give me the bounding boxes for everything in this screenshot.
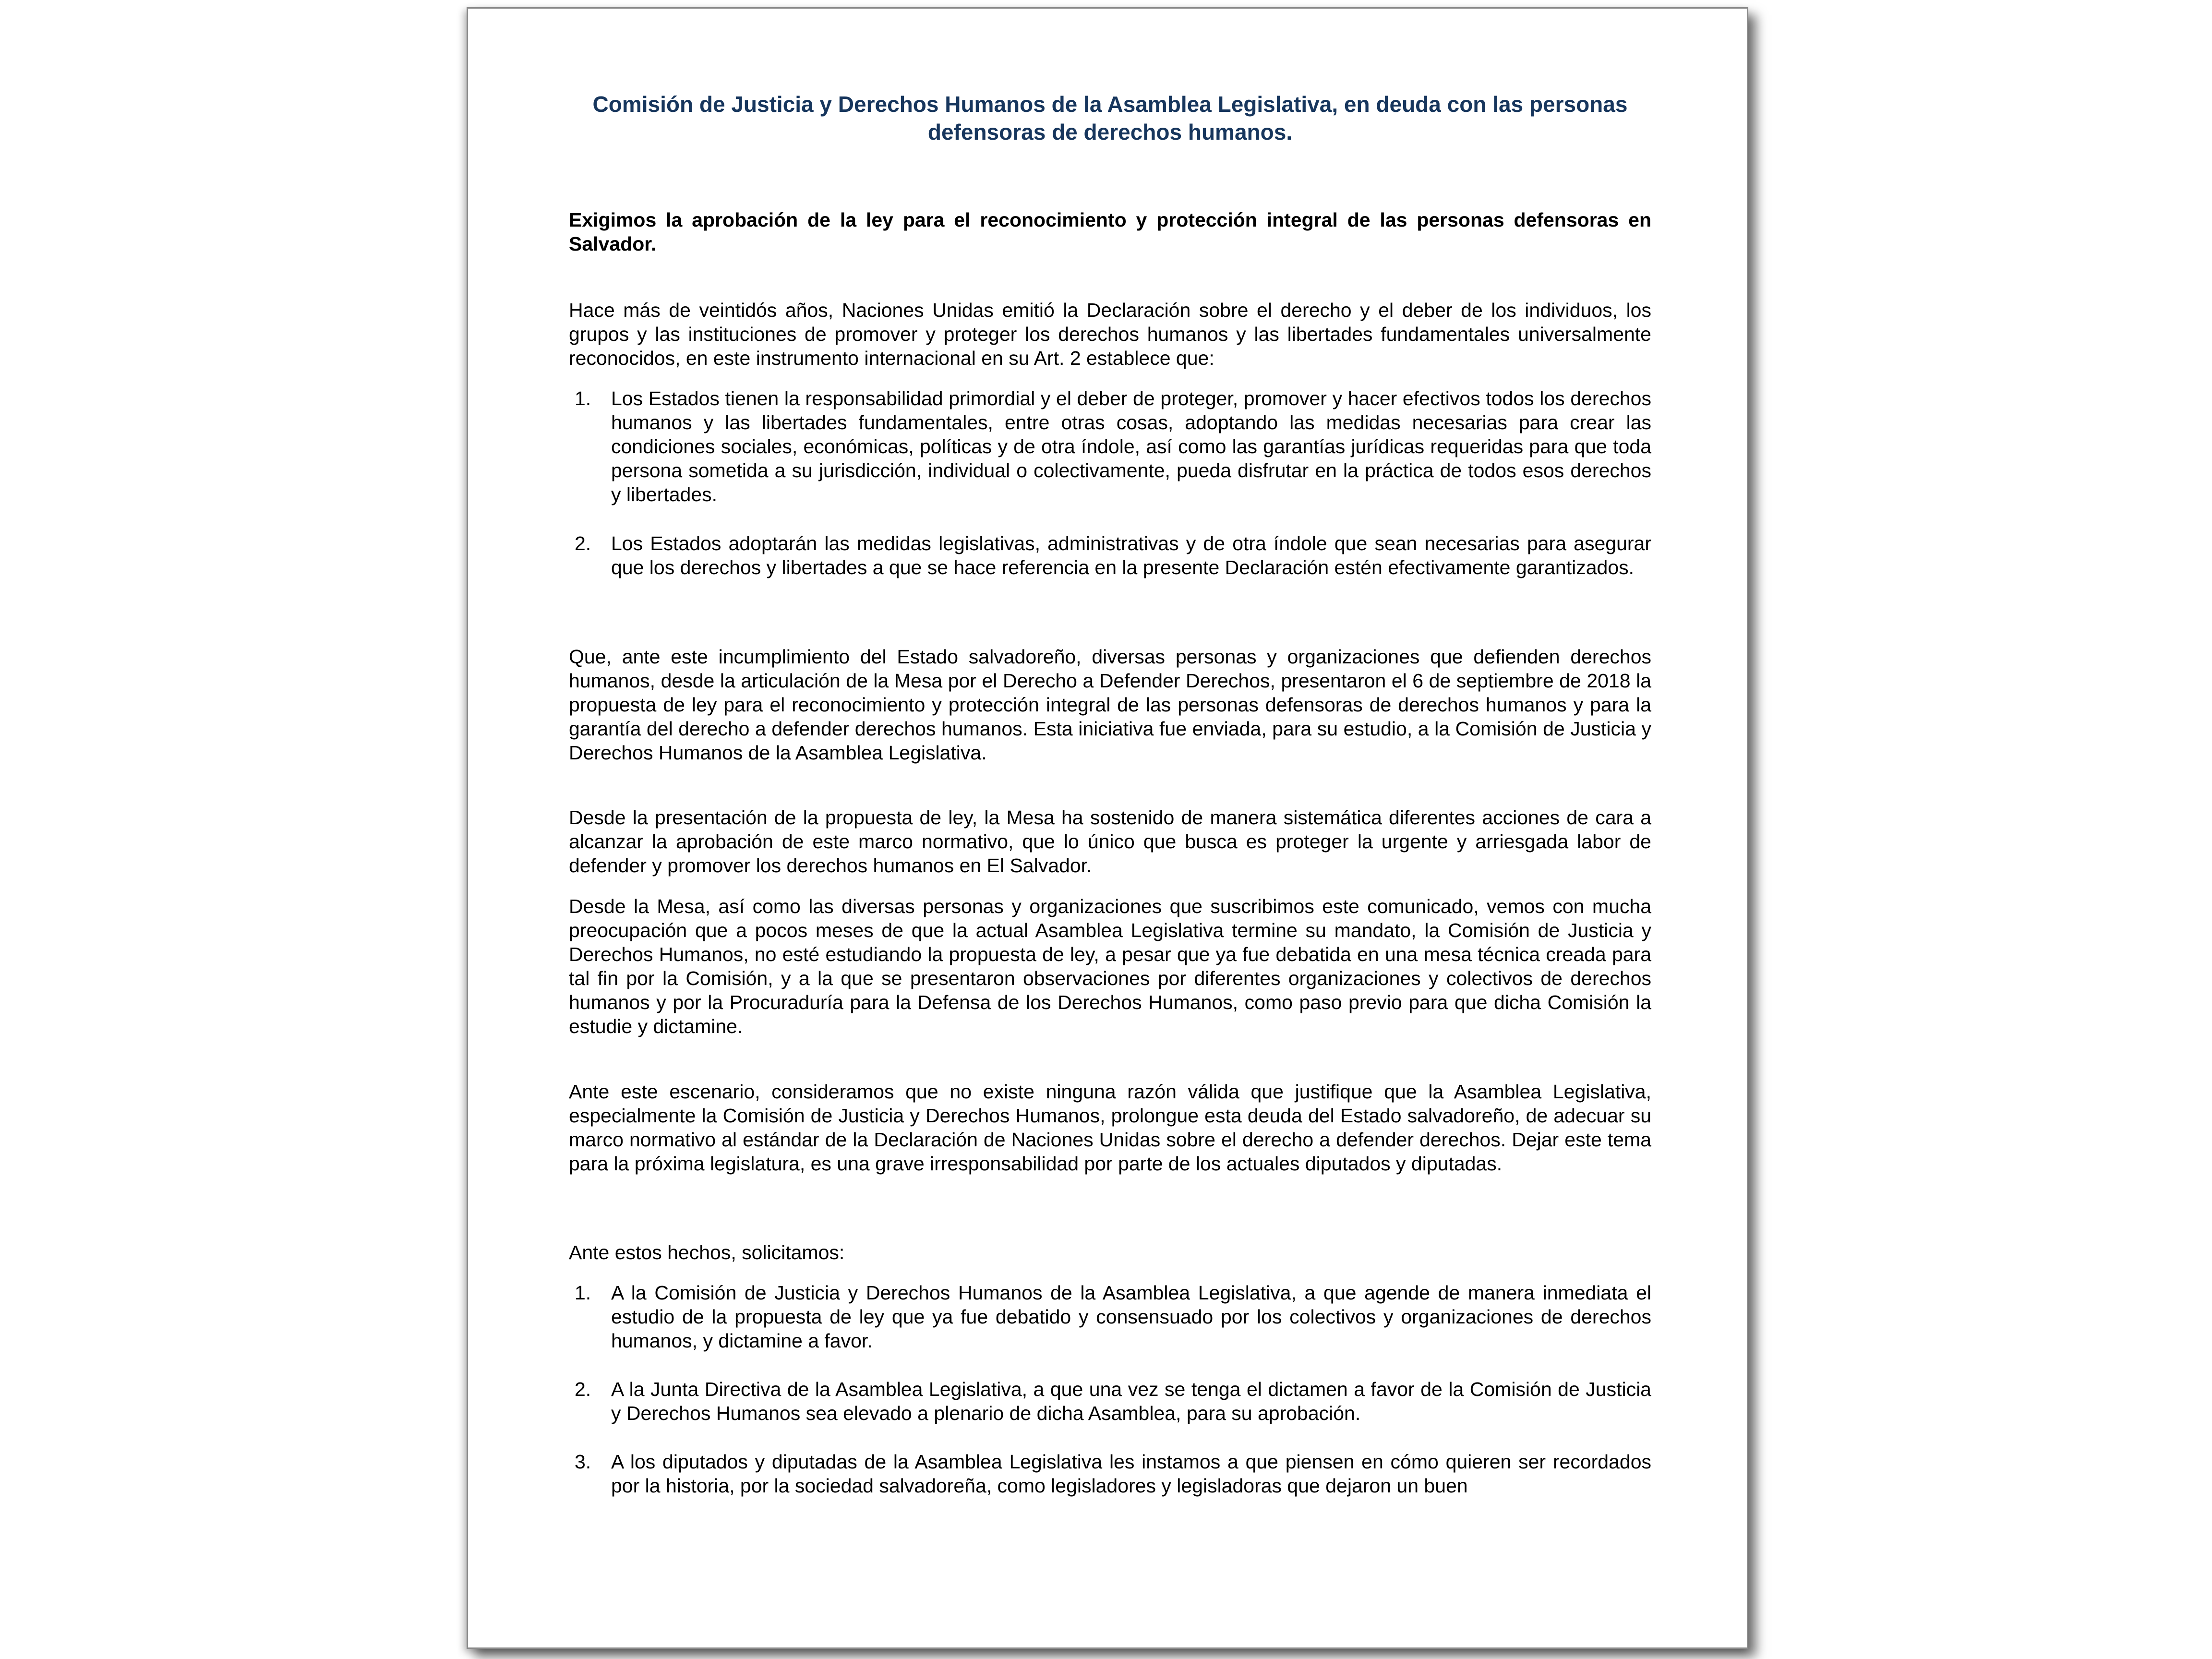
paragraph-5: Ante estos hechos, solicitamos: — [569, 1241, 845, 1263]
document-page — [467, 7, 1748, 1649]
request-item-3 — [569, 1450, 1651, 1498]
list-text: Los Estados tienen la responsabilidad primordial y el deber de proteger, promover y hacer efectivos todos los derechos humanos y las libertades fundamentales, entre otras cosas, adoptando las medidas necesarias para crear las condiciones sociales, económicas, políticas y de otra índole, así como las garantías jurídicas requeridas para que toda persona sometida a su jurisdicción, individual o colectivamente, pueda disfrutar en la práctica de todos esos derechos y libertades. — [611, 387, 1651, 505]
list-text: Los Estados adoptarán las medidas legislativas, administrativas y de otra índole que sean necesarias para asegurar que los derechos y libertades a que se hace referencia en la presente Declaración estén efectivamente garantizados. — [611, 532, 1651, 578]
document-subtitle: Exigimos la aprobación de la ley para el reconocimiento y protección integral de las personas defensoras en Salvador. — [569, 209, 1651, 255]
document-title: Comisión de Justicia y Derechos Humanos de la Asamblea Legislativa, en deuda con las personas defensoras de derechos humanos. — [592, 92, 1628, 144]
list-text: A la Comisión de Justicia y Derechos Humanos de la Asamblea Legislativa, a que agende de manera inmediata el estudio de la propuesta de ley que ya fue debatido y consensuado por los colectivos y organizaciones de derechos humanos, y dictamine a favor. — [611, 1282, 1651, 1352]
list-text: A los diputados y diputadas de la Asamblea Legislativa les instamos a que piensen en cómo quieren ser recordados por la historia, por la sociedad salvadoreña, como legisladores y legisladoras que dejaron un buen — [611, 1451, 1651, 1497]
list-number: 3. — [575, 1451, 591, 1473]
paragraph-3: Desde la Mesa, así como las diversas personas y organizaciones que suscribimos este comunicado, vemos con mucha preocupación que a pocos meses de que la actual Asamblea Legislativa termine su mandato, la Comisión de Justicia y Derechos Humanos, no esté estudiando la propuesta de ley, a pesar que ya fue debatida en una mesa técnica creada para tal fin por la Comisión, y a la que se presentaron observaciones por diferentes organizaciones y colectivos de derechos humanos y por la Procuraduría para la Defensa de los Derechos Humanos, como paso previo para que dicha Comisión la estudie y dictamine. — [569, 895, 1651, 1037]
intro-paragraph: Hace más de veintidós años, Naciones Unidas emitió la Declaración sobre el derecho y el deber de los individuos, los grupos y las instituciones de promover y proteger los derechos humanos y las libertades fundamentales universalmente reconocidos, en este instrumento internacional en su Art. 2 establece que: — [569, 299, 1651, 369]
list-text: A la Junta Directiva de la Asamblea Legislativa, a que una vez se tenga el dictamen a favor de la Comisión de Justicia y Derechos Humanos sea elevado a plenario de dicha Asamblea, para su aprobación. — [611, 1378, 1651, 1424]
request-item-1 — [569, 1281, 1651, 1353]
list-number: 1. — [575, 387, 591, 409]
paragraph-4: Ante este escenario, consideramos que no existe ninguna razón válida que justifique que la Asamblea Legislativa, especialmente la Comisión de Justicia y Derechos Humanos, prolongue esta deuda del Estado salvadoreño, de adecuar su marco normativo al estándar de la Declaración de Naciones Unidas sobre el derecho a defender derechos. Dejar este tema para la próxima legislatura, es una grave irresponsabilidad por parte de los actuales diputados y diputadas. — [569, 1081, 1651, 1175]
list-number: 2. — [575, 532, 591, 554]
art2-item-1 — [569, 386, 1651, 506]
paragraph-1: Que, ante este incumplimiento del Estado salvadoreño, diversas personas y organizaciones que defienden derechos humanos, desde la articulación de la Mesa por el Derecho a Defender Derechos, presentaron el 6 de septiembre de 2018 la propuesta de ley para el reconocimiento y protección integral de las personas defensoras de derechos humanos y para la garantía del derecho a defender derechos humanos. Esta iniciativa fue enviada, para su estudio, a la Comisión de Justicia y Derechos Humanos de la Asamblea Legislativa. — [569, 646, 1651, 764]
art2-item-2 — [569, 531, 1651, 579]
paragraph-2: Desde la presentación de la propuesta de ley, la Mesa ha sostenido de manera sistemática diferentes acciones de cara a alcanzar la aprobación de este marco normativo, que lo único que busca es proteger la urgente y arriesgada labor de defender y promover los derechos humanos en El Salvador. — [569, 806, 1651, 877]
request-item-2 — [569, 1377, 1651, 1425]
list-number: 1. — [575, 1282, 591, 1304]
list-number: 2. — [575, 1378, 591, 1400]
